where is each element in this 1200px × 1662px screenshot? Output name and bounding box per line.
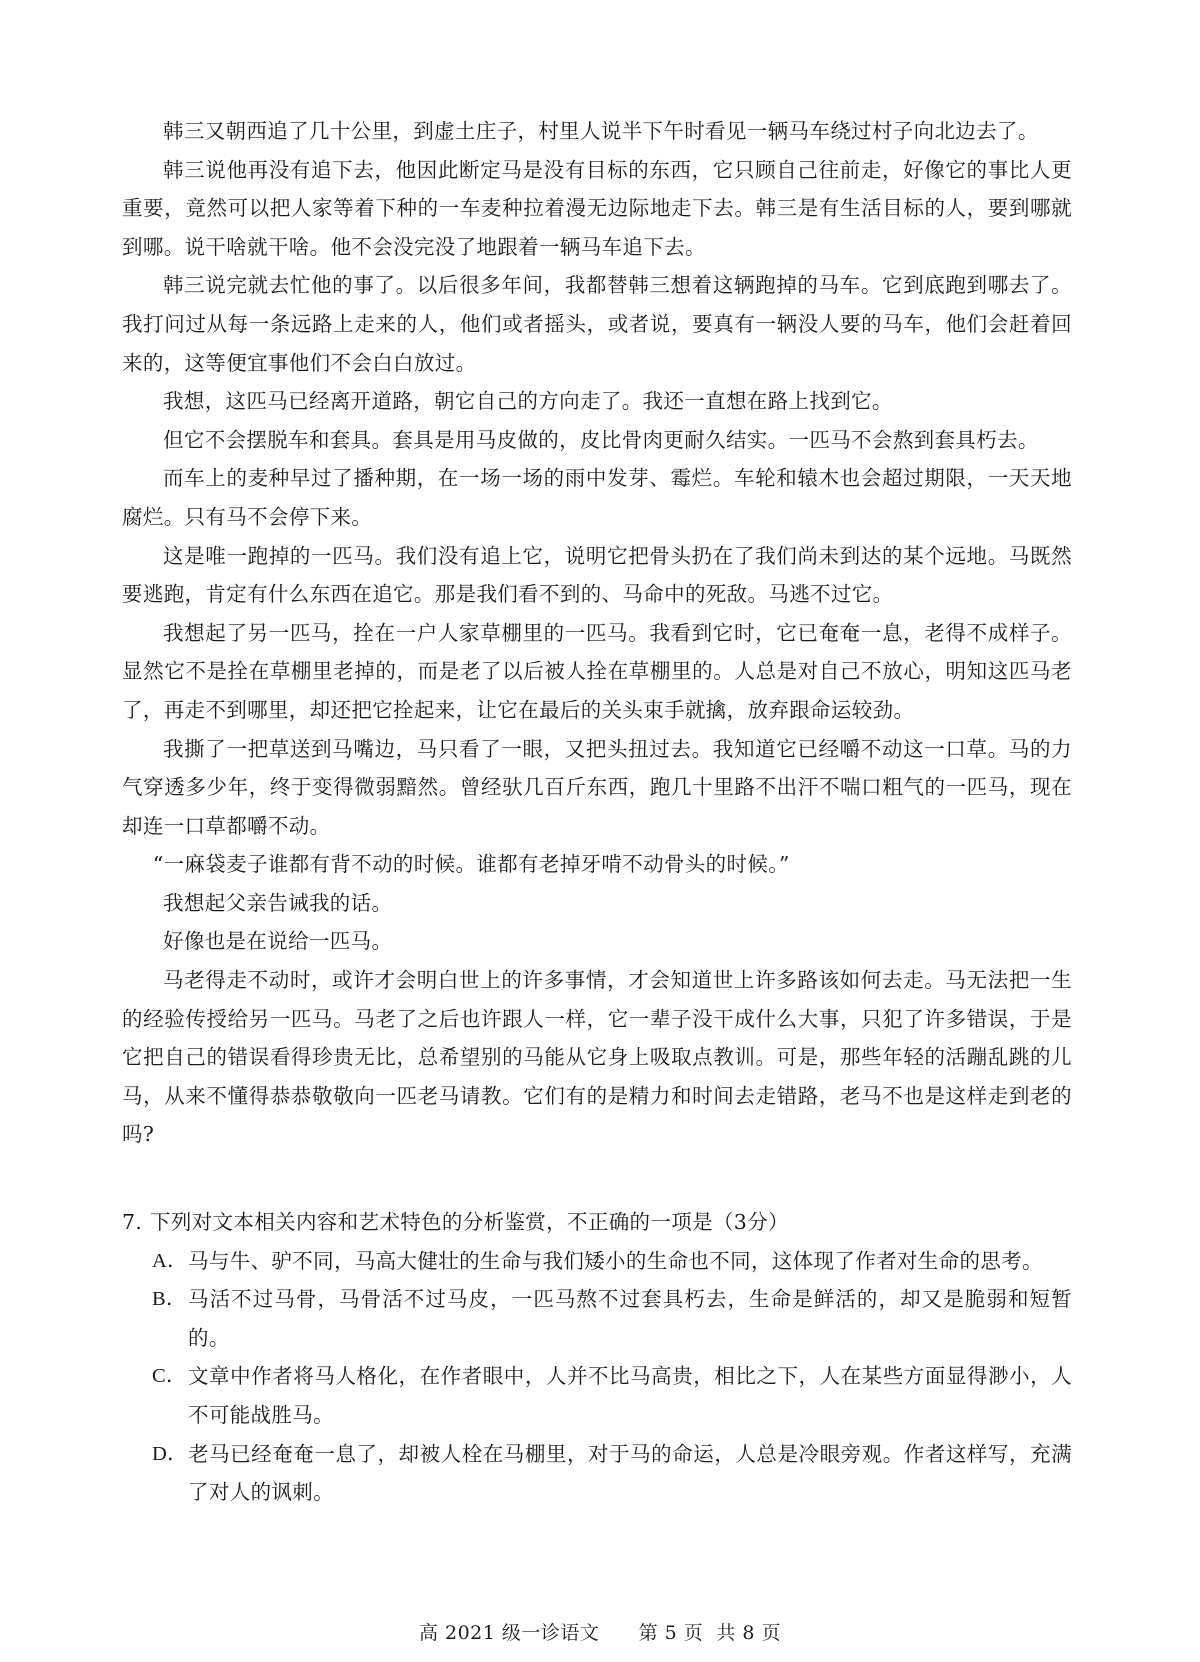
question-text: 下列对文本相关内容和艺术特色的分析鉴赏，不正确的一项是（3分） — [150, 1210, 789, 1234]
option-letter: C． — [152, 1365, 187, 1388]
reading-passage — [122, 112, 1072, 1154]
passage-paragraph: 而车上的麦种早过了播种期，在一场一场的雨中发芽、霉烂。车轮和辕木也会超过期限，一天天地腐烂。只有马不会停下来。 — [122, 466, 1072, 529]
option-text: 马活不过马骨，马骨活不过马皮，一匹马熬不过套具朽去，生命是鲜活的，却又是脆弱和短暂的。 — [188, 1287, 1072, 1350]
passage-paragraph: 这是唯一跑掉的一匹马。我们没有追上它，说明它把骨头扔在了我们尚未到达的某个远地。马既然要逃跑，肯定有什么东西在追它。那是我们看不到的、马命中的死敌。马逃不过它。 — [122, 543, 1072, 607]
passage-paragraph: 我想起了另一匹马，拴在一户人家草棚里的一匹马。我看到它时，它已奄奄一息，老得不成样子。显然它不是拴在草棚里老掉的，而是老了以后被人拴在草棚里的。人总是对自己不放心，明知这匹马老了，再走不到哪里，却还把它拴起来，让它在最后的关头束手就擒，放弃跟命运较劲。 — [122, 620, 1072, 722]
option-c — [122, 1357, 1072, 1434]
option-letter: A． — [152, 1249, 189, 1272]
passage-paragraph: 我想起父亲告诫我的话。 — [163, 890, 393, 915]
passage-paragraph: 我撕了一把草送到马嘴边，马只看了一眼，又把头扭过去。我知道它已经嚼不动这一口草。马的力气穿透多少年，终于变得微弱黯然。曾经驮几百斤东西，跑几十里路不出汗不喘口粗气的一匹马，现在却连一口草都嚼不动。 — [122, 736, 1072, 838]
option-text: 马与牛、驴不同，马高大健壮的生命与我们矮小的生命也不同，这体现了作者对生命的思考。 — [188, 1248, 1043, 1273]
passage-paragraph: 但它不会摆脱车和套具。套具是用马皮做的，皮比骨肉更耐久结实。一匹马不会熬到套具朽去。 — [163, 427, 1039, 452]
passage-paragraph: 我想，这匹马已经离开道路，朝它自己的方向走了。我还一直想在路上找到它。 — [163, 389, 893, 414]
option-d — [122, 1435, 1072, 1512]
footer-exam-title: 高 2021 级一诊语文 — [418, 1622, 600, 1644]
passage-paragraph: 韩三说他再没有追下去，他因此断定马是没有目标的东西，它只顾自己往前走，好像它的事比人更重要，竟然可以把人家等着下种的一车麦种拉着漫无边际地走下去。韩三是有生活目标的人，要到哪就到哪。说干啥就干啥。他不会没完没了地跟着一辆马车追下去。 — [122, 157, 1072, 259]
option-a — [122, 1242, 1072, 1281]
option-b — [122, 1280, 1072, 1357]
passage-paragraph: 韩三说完就去忙他的事了。以后很多年间，我都替韩三想着这辆跑掉的马车。它到底跑到哪去了。我打问过从每一条远路上走来的人，他们或者摇头，或者说，要真有一辆没人要的马车，他们会赶着回来的，这等便宜事他们不会白白放过。 — [122, 273, 1072, 375]
footer-page-info: 第 5 页 共 8 页 — [638, 1622, 782, 1644]
question-number: 7. — [122, 1210, 143, 1234]
option-text: 老马已经奄奄一息了，却被人栓在马棚里，对于马的命运，人总是冷眼旁观。作者这样写，充满了对人的讽刺。 — [188, 1441, 1072, 1505]
passage-paragraph: 好像也是在说给一匹马。 — [163, 929, 393, 954]
option-letter: B． — [152, 1288, 187, 1311]
passage-quote: “一麻袋麦子谁都有背不动的时候。谁都有老掉牙啃不动骨头的时候。” — [152, 852, 790, 877]
passage-paragraph: 马老得走不动时，或许才会明白世上的许多事情，才会知道世上许多路该如何去走。马无法把一生的经验传授给另一匹马。马老了之后也许跟人一样，它一辈子没干成什么大事，只犯了许多错误，于是它把自己的错误看得珍贵无比，总希望别的马能从它身上吸取点教训。可是，那些年轻的活蹦乱跳的儿马，从来不懂得恭恭敬敬向一匹老马请教。它们有的是精力和时间去走错路，老马不也是这样走到老的吗? — [122, 968, 1072, 1147]
option-letter: D． — [152, 1442, 189, 1465]
question-7 — [122, 1203, 1072, 1512]
option-text: 文章中作者将马人格化，在作者眼中，人并不比马高贵，相比之下，人在某些方面显得渺小，人不可能战胜马。 — [188, 1364, 1072, 1427]
question-stem — [122, 1203, 1072, 1242]
passage-paragraph: 韩三又朝西追了几十公里，到虚土庄子，村里人说半下午时看见一辆马车绕过村子向北边去了。 — [163, 119, 1039, 143]
page-footer — [0, 1618, 1200, 1645]
